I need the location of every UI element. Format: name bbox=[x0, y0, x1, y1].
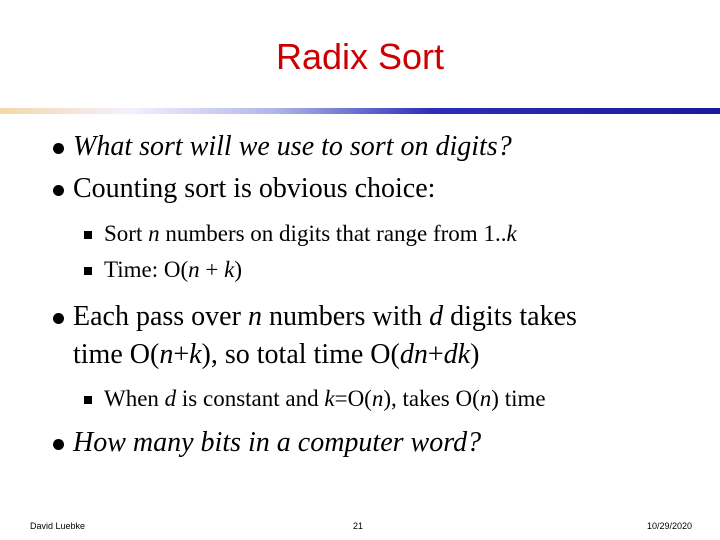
text-fragment: ), so total time O( bbox=[201, 339, 400, 370]
text-fragment: is constant and bbox=[176, 386, 325, 411]
math-var: n bbox=[159, 339, 174, 370]
math-var: dn bbox=[399, 339, 428, 370]
bullet-how-many-bits: How many bits in a computer word? bbox=[73, 427, 482, 458]
text-fragment: ) bbox=[234, 257, 243, 282]
text-fragment: When bbox=[104, 386, 165, 411]
bullet-dot-icon bbox=[53, 313, 64, 324]
footer-date: 10/29/2020 bbox=[646, 521, 692, 531]
text-fragment: + bbox=[199, 257, 225, 282]
footer-author: David Luebke bbox=[30, 521, 86, 531]
text-fragment: + bbox=[427, 339, 444, 370]
math-var: n bbox=[188, 257, 200, 282]
title-rule bbox=[0, 108, 720, 114]
bullet-dot-icon bbox=[53, 185, 64, 196]
math-var: n bbox=[148, 221, 160, 246]
text-fragment: Each pass over bbox=[73, 301, 248, 332]
text-fragment: numbers on digits that range from 1.. bbox=[159, 221, 507, 246]
slide-title: Radix Sort bbox=[275, 36, 445, 77]
sub-bullet-square-icon bbox=[84, 396, 92, 404]
text-fragment: Sort bbox=[104, 221, 149, 246]
bullet-dot-icon bbox=[53, 143, 64, 154]
text-fragment: ) bbox=[470, 339, 480, 370]
text-fragment: numbers with bbox=[261, 301, 430, 332]
text-fragment: ) time bbox=[491, 386, 546, 411]
math-var: k bbox=[189, 339, 202, 370]
text-fragment: =O( bbox=[334, 386, 372, 411]
math-var: n bbox=[479, 386, 492, 411]
bullet-counting-sort: Counting sort is obvious choice: bbox=[73, 173, 436, 204]
bullet-each-pass-line1 bbox=[73, 300, 577, 334]
sub-bullet-square-icon bbox=[84, 231, 92, 239]
math-var: n bbox=[371, 386, 384, 411]
bullet-each-pass-line2 bbox=[73, 338, 479, 372]
math-var: k bbox=[506, 221, 517, 246]
footer-page-number: 21 bbox=[353, 521, 364, 531]
bullet-what-sort: What sort will we use to sort on digits? bbox=[73, 131, 512, 162]
sub-bullet-sort-n-numbers bbox=[104, 220, 517, 248]
text-fragment: + bbox=[173, 339, 190, 370]
sub-bullet-time bbox=[104, 256, 242, 284]
math-var: d bbox=[429, 301, 444, 332]
text-fragment: digits takes bbox=[443, 301, 577, 332]
math-var: k bbox=[224, 257, 235, 282]
math-var: n bbox=[247, 301, 262, 332]
math-var: d bbox=[164, 386, 177, 411]
sub-bullet-square-icon bbox=[84, 267, 92, 275]
bullet-dot-icon bbox=[53, 439, 64, 450]
text-fragment: Time: O( bbox=[104, 257, 189, 282]
math-var: k bbox=[324, 386, 335, 411]
sub-bullet-when-d-constant bbox=[104, 385, 546, 413]
text-fragment: time O( bbox=[73, 339, 160, 370]
math-var: dk bbox=[443, 339, 471, 370]
text-fragment: ), takes O( bbox=[383, 386, 480, 411]
